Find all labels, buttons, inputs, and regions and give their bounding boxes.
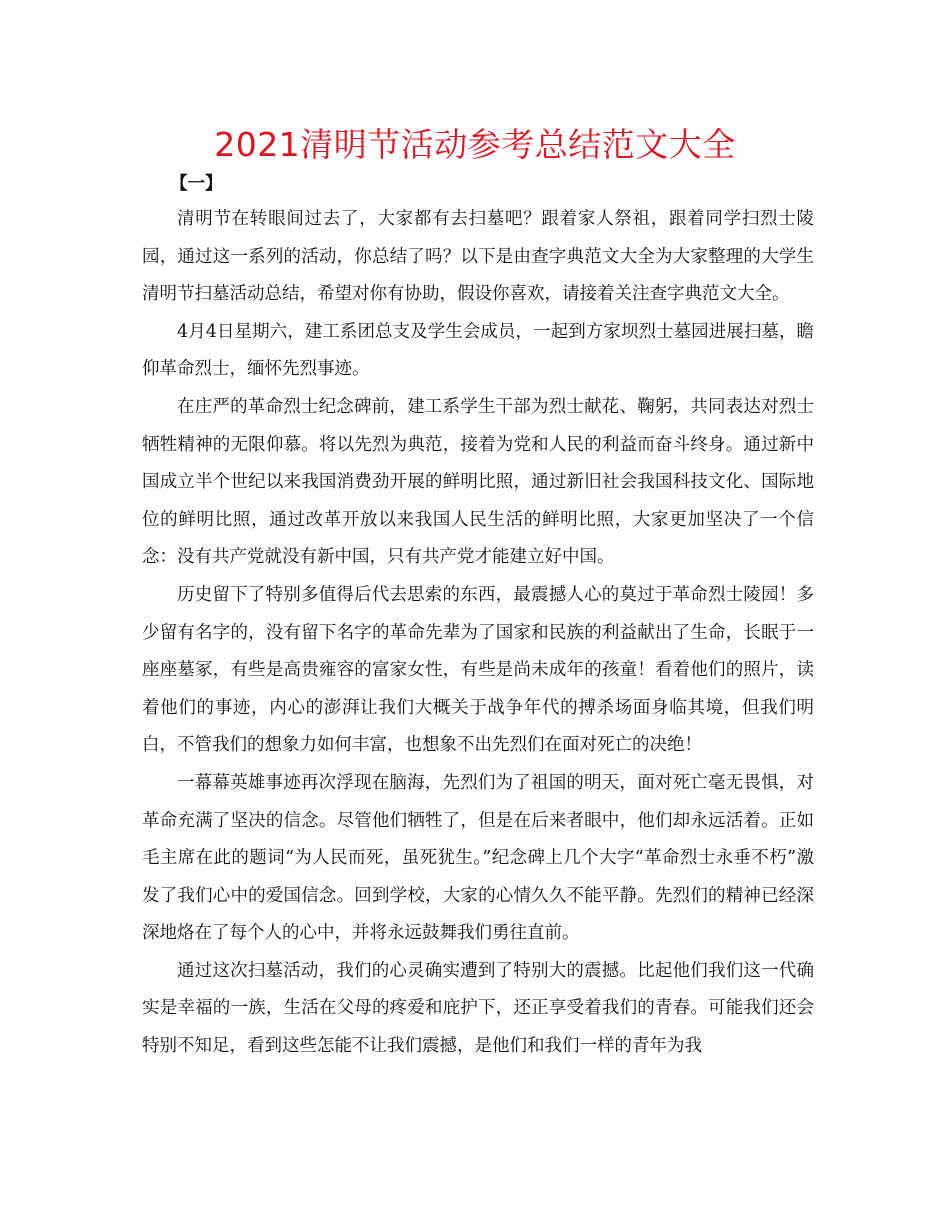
paragraph-1: 清明节在转眼间过去了，大家都有去扫墓吧？跟着家人祭祖，跟着同学扫烈士陵园，通过这一系列的活动，你总结了吗？以下是由查字典范文大全为大家整理的大学生清明节扫墓活动总结，希望对你有协助，假设你喜欢，请接着关注查字典范文大全。	[142, 209, 814, 305]
document-title: 2021清明节活动参考总结范文大全	[214, 125, 736, 164]
paragraph-6: 通过这次扫墓活动，我们的心灵确实遭到了特别大的震撼。比起他们我们这一代确实是幸福的一族，生活在父母的疼爱和庇护下，还正享受着我们的青春。可能我们还会特别不知足，看到这些怎能不让我们震撼，是他们和我们一样的青年为我	[142, 960, 814, 1057]
paragraph-2: 4月4日星期六，建工系团总支及学生会成员，一起到方家坝烈士墓园进展扫墓，瞻仰革命烈士，缅怀先烈事迹。	[142, 321, 814, 380]
paragraph-4: 历史留下了特别多值得后代去思索的东西，最震撼人心的莫过于革命烈士陵园！多少留有名字的，没有留下名字的革命先辈为了国家和民族的利益献出了生命，长眠于一座座墓冢，有些是高贵雍容的富家女性，有些是尚未成年的孩童！看着他们的照片，读着他们的事迹，内心的澎湃让我们大概关于战争年代的搏杀场面身临其境，但我们明白，不管我们的想象力如何丰富，也想象不出先烈们在面对死亡的决绝！	[142, 584, 814, 756]
document-body	[142, 167, 814, 1066]
paragraph-5: 一幕幕英雄事迹再次浮现在脑海，先烈们为了祖国的明天，面对死亡毫无畏惧，对革命充满了坚决的信念。尽管他们牺牲了，但是在后来者眼中，他们却永远活着。正如毛主席在此的题词“为人民而死，虽死犹生。”纪念碑上几个大字“革命烈士永垂不朽”激发了我们心中的爱国信念。回到学校，大家的心情久久不能平静。先烈们的精神已经深深地烙在了每个人的心中，并将永远鼓舞我们勇往直前。	[142, 772, 814, 944]
section-label: 【一】	[170, 174, 223, 194]
paragraph-3: 在庄严的革命烈士纪念碑前，建工系学生干部为烈士献花、鞠躬，共同表达对烈士牺牲精神的无限仰慕。将以先烈为典范，接着为党和人民的利益而奋斗终身。通过新中国成立半个世纪以来我国消费劲开展的鲜明比照，通过新旧社会我国科技文化、国际地位的鲜明比照，通过改革开放以来我国人民生活的鲜明比照，大家更加坚决了一个信念：没有共产党就没有新中国，只有共产党才能建立好中国。	[142, 396, 814, 568]
